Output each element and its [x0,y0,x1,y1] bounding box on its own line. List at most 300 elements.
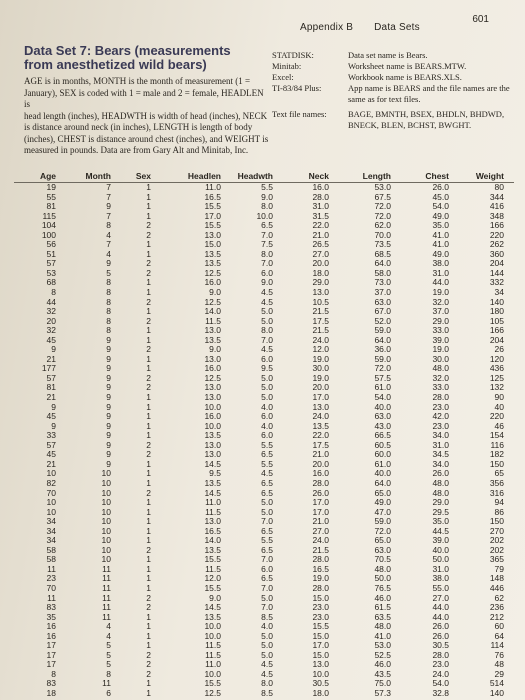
table-cell-headlen: 10.0 [204,668,221,679]
table-cell-age: 16 [46,630,56,641]
table-cell-sex: 2 [146,296,151,307]
table-cell-chest: 48.0 [432,487,449,498]
table-cell-headlen: 13.0 [204,325,221,336]
table-cell-headlen: 15.5 [204,582,221,593]
table-cell-age: 18 [46,687,56,698]
software-text: Data set name is Bears. [348,50,428,60]
table-cell-weight: 202 [489,544,504,555]
table-cell-length: 60.0 [374,449,391,460]
table-cell-length: 64.0 [374,258,391,269]
table-cell-age: 9 [51,420,56,431]
table-cell-weight: 79 [494,563,504,574]
table-cell-headlen: 13.5 [204,248,221,259]
table-cell-length: 72.0 [374,363,391,374]
table-cell-chest: 26.0 [432,621,449,632]
table-cell-headwth: 5.0 [261,592,273,603]
table-cell-month: 5 [106,640,111,651]
table-cell-sex: 1 [146,687,151,698]
table-cell-sex: 1 [146,573,151,584]
table-cell-sex: 1 [146,640,151,651]
table-cell-chest: 44.0 [432,602,449,613]
table-cell-neck: 22.0 [312,430,329,441]
table-cell-headwth: 6.5 [261,477,273,488]
table-cell-age: 10 [46,468,56,479]
table-cell-neck: 21.5 [312,544,329,555]
table-cell-chest: 35.0 [432,220,449,231]
software-name: Minitab: [272,61,302,71]
table-cell-weight: 148 [489,573,504,584]
table-cell-headlen: 16.5 [204,191,221,202]
table-cell-headlen: 14.0 [204,535,221,546]
table-cell-sex: 1 [146,239,151,250]
table-cell-length: 36.0 [374,344,391,355]
table-cell-headlen: 13.0 [204,229,221,240]
table-cell-headwth: 6.5 [261,220,273,231]
table-cell-headwth: 6.0 [261,353,273,364]
table-cell-neck: 28.0 [312,554,329,565]
table-cell-headwth: 7.0 [261,516,273,527]
table-cell-chest: 44.5 [432,525,449,536]
table-cell-age: 8 [51,287,56,298]
table-cell-age: 17 [46,649,56,660]
table-cell-month: 9 [106,401,111,412]
table-cell-chest: 37.0 [432,306,449,317]
table-cell-weight: 76 [494,649,504,660]
table-cell-neck: 24.0 [312,411,329,422]
table-cell-headlen: 14.5 [204,487,221,498]
table-cell-age: 57 [46,258,56,269]
table-cell-weight: 514 [489,678,504,689]
table-cell-chest: 38.0 [432,258,449,269]
table-cell-sex: 2 [146,315,151,326]
table-cell-sex: 2 [146,229,151,240]
table-cell-neck: 21.5 [312,306,329,317]
table-cell-sex: 1 [146,582,151,593]
table-cell-age: 16 [46,621,56,632]
table-cell-sex: 2 [146,592,151,603]
table-cell-age: 57 [46,372,56,383]
column-header-length: Length [362,171,391,181]
table-cell-age: 57 [46,439,56,450]
table-cell-headlen: 13.5 [204,477,221,488]
table-cell-length: 57.3 [374,687,391,698]
table-cell-headwth: 5.5 [261,535,273,546]
table-cell-neck: 15.0 [312,649,329,660]
table-cell-headwth: 6.5 [261,487,273,498]
table-cell-sex: 1 [146,325,151,336]
table-cell-chest: 30.5 [432,640,449,651]
table-cell-length: 61.0 [374,458,391,469]
table-cell-headwth: 4.5 [261,668,273,679]
table-cell-sex: 1 [146,201,151,212]
table-cell-age: 45 [46,334,56,345]
table-cell-chest: 26.0 [432,630,449,641]
table-cell-headlen: 17.0 [204,210,221,221]
table-cell-headwth: 5.0 [261,392,273,403]
table-cell-length: 48.0 [374,621,391,632]
table-cell-headlen: 11.0 [205,182,221,192]
table-cell-headwth: 4.5 [261,468,273,479]
table-cell-month: 5 [106,649,111,660]
table-cell-chest: 28.0 [432,649,449,660]
table-cell-length: 40.0 [374,401,391,412]
table-cell-month: 10 [101,525,111,536]
table-cell-weight: 332 [489,277,504,288]
table-cell-sex: 1 [146,497,151,508]
table-cell-sex: 1 [146,477,151,488]
table-cell-headlen: 10.0 [204,621,221,632]
software-text: BAGE, BMNTH, BSEX, BHDLN, BHDWD, [348,109,505,119]
table-cell-weight: 150 [489,516,504,527]
column-header-age: Age [39,171,56,181]
table-cell-headwth: 4.5 [261,287,273,298]
table-cell-weight: 166 [489,220,504,231]
table-cell-age: 32 [46,325,56,336]
table-cell-chest: 42.0 [432,411,449,422]
table-cell-weight: 356 [489,477,504,488]
table-cell-weight: 166 [489,325,504,336]
table-cell-headwth: 6.5 [261,525,273,536]
table-cell-weight: 144 [489,267,504,278]
table-cell-age: 68 [46,277,56,288]
table-cell-neck: 12.0 [312,344,329,355]
table-cell-length: 53.0 [374,182,391,192]
table-cell-sex: 2 [146,267,151,278]
table-cell-weight: 29 [494,668,504,679]
table-cell-length: 46.0 [374,592,391,603]
table-cell-headlen: 13.0 [204,516,221,527]
table-cell-month: 9 [106,344,111,355]
table-cell-neck: 10.0 [312,668,329,679]
table-cell-length: 43.5 [374,668,391,679]
table-cell-headlen: 14.5 [204,458,221,469]
table-cell-headwth: 8.5 [261,687,273,698]
table-cell-chest: 26.0 [432,468,449,479]
table-cell-neck: 13.0 [312,287,329,298]
table-cell-chest: 50.0 [432,554,449,565]
table-cell-length: 70.5 [374,554,391,565]
table-cell-headlen: 10.0 [204,630,221,641]
software-text: App name is BEARS and the file names are the [348,83,510,93]
table-cell-chest: 44.0 [432,611,449,622]
table-cell-neck: 20.0 [312,258,329,269]
table-cell-sex: 2 [146,649,151,660]
table-cell-chest: 39.0 [432,535,449,546]
table-cell-sex: 2 [146,344,151,355]
table-cell-chest: 48.0 [432,363,449,374]
table-cell-weight: 90 [494,392,504,403]
table-cell-weight: 80 [494,182,504,192]
table-cell-chest: 30.0 [432,353,449,364]
table-cell-weight: 120 [489,353,504,364]
table-cell-sex: 1 [146,535,151,546]
table-cell-headlen: 11.5 [205,563,221,574]
table-cell-sex: 2 [146,439,151,450]
table-cell-headwth: 4.5 [261,344,273,355]
table-cell-headlen: 13.0 [204,382,221,393]
table-cell-month: 4 [106,630,111,641]
table-cell-weight: 180 [489,306,504,317]
bears-data-table [14,171,514,699]
table-cell-age: 9 [51,401,56,412]
table-cell-headlen: 13.0 [204,439,221,450]
table-cell-month: 8 [106,325,111,336]
table-cell-headwth: 5.0 [261,630,273,641]
table-cell-chest: 19.0 [432,287,449,298]
table-cell-month: 10 [101,535,111,546]
table-cell-sex: 1 [146,353,151,364]
table-cell-headwth: 6.0 [261,563,273,574]
software-text: Worksheet name is BEARS.MTW. [348,61,467,71]
table-cell-length: 64.0 [374,334,391,345]
table-cell-headlen: 16.0 [204,411,221,422]
table-cell-headlen: 12.0 [204,573,221,584]
table-cell-age: 56 [46,239,56,250]
table-cell-headlen: 11.5 [205,649,221,660]
table-cell-neck: 21.0 [312,229,329,240]
table-cell-weight: 416 [489,201,504,212]
table-cell-headwth: 5.0 [261,315,273,326]
table-cell-month: 11 [102,563,111,574]
software-text: Workbook name is BEARS.XLS. [348,72,462,82]
table-cell-month: 9 [106,258,111,269]
table-cell-chest: 32.0 [432,372,449,383]
table-cell-neck: 27.0 [312,248,329,259]
table-cell-headwth: 5.0 [261,506,273,517]
table-cell-headwth: 5.0 [261,382,273,393]
table-cell-headlen: 15.5 [204,220,221,231]
table-cell-month: 10 [101,497,111,508]
table-cell-headlen: 16.0 [204,363,221,374]
table-cell-chest: 23.0 [432,659,449,670]
table-cell-sex: 1 [146,287,151,298]
table-cell-month: 10 [101,468,111,479]
table-cell-sex: 2 [146,602,151,613]
table-cell-weight: 262 [489,239,504,250]
column-header-sex: Sex [135,171,151,181]
table-cell-headwth: 6.0 [261,411,273,422]
table-cell-chest: 41.0 [432,239,449,250]
table-cell-chest: 32.8 [432,687,449,698]
table-cell-weight: 270 [489,525,504,536]
column-header-headlen: Headlen [187,171,221,181]
table-cell-month: 9 [106,458,111,469]
table-cell-age: 81 [46,201,56,212]
table-cell-length: 54.0 [374,392,391,403]
table-cell-neck: 17.0 [312,497,329,508]
table-cell-sex: 1 [146,277,151,288]
table-cell-sex: 1 [146,182,151,192]
table-cell-length: 68.5 [374,248,391,259]
table-cell-age: 9 [51,344,56,355]
software-text: BNECK, BLEN, BCHST, BWGHT. [348,120,472,130]
description-line: January), SEX is coded with 1 = male and 2 = female, HEADLEN is [24,87,264,109]
table-cell-length: 72.0 [374,210,391,221]
table-cell-headlen: 10.0 [204,401,221,412]
software-name: STATDISK: [272,50,314,60]
table-cell-headwth: 7.0 [261,602,273,613]
table-cell-month: 9 [106,392,111,403]
table-cell-headwth: 8.0 [261,678,273,689]
table-cell-age: 10 [46,506,56,517]
table-cell-neck: 10.5 [312,296,329,307]
table-cell-weight: 40 [494,401,504,412]
table-cell-length: 73.0 [374,277,391,288]
section-label: Data Sets [374,22,420,33]
table-cell-headlen: 9.0 [209,592,221,603]
table-cell-month: 5 [106,267,111,278]
table-cell-age: 11 [47,563,56,574]
table-cell-weight: 140 [489,687,504,698]
table-cell-age: 17 [46,659,56,670]
table-cell-length: 47.0 [374,506,391,517]
table-cell-headwth: 7.5 [261,239,273,250]
table-cell-neck: 28.0 [312,477,329,488]
table-cell-weight: 114 [490,640,504,651]
table-cell-age: 21 [46,392,56,403]
table-cell-length: 72.0 [374,201,391,212]
table-cell-chest: 26.0 [432,182,449,192]
software-file-names [272,50,522,131]
table-cell-length: 53.0 [374,640,391,651]
table-cell-headlen: 9.5 [209,468,221,479]
table-cell-neck: 13.5 [312,420,329,431]
table-cell-sex: 2 [146,372,151,383]
table-cell-length: 64.0 [374,477,391,488]
table-cell-weight: 154 [489,430,504,441]
table-cell-month: 11 [102,611,111,622]
table-cell-sex: 1 [146,411,151,422]
table-cell-sex: 2 [146,487,151,498]
description-line: is distance around neck (in inches), LENGTH is length of body [24,122,253,132]
table-cell-length: 67.5 [374,191,391,202]
software-name: TI-83/84 Plus: [272,83,322,93]
table-cell-weight: 105 [489,315,504,326]
table-cell-length: 63.0 [374,544,391,555]
table-cell-neck: 24.0 [312,535,329,546]
table-cell-chest: 55.0 [432,582,449,593]
table-cell-weight: 316 [489,487,504,498]
table-cell-chest: 31.0 [432,267,449,278]
table-cell-sex: 1 [146,630,151,641]
table-cell-neck: 13.0 [312,401,329,412]
table-cell-length: 60.5 [374,439,391,450]
table-cell-month: 8 [106,220,111,231]
table-cell-month: 9 [106,411,111,422]
table-cell-weight: 64 [494,630,504,641]
table-cell-headwth: 6.5 [261,544,273,555]
table-cell-length: 65.0 [374,487,391,498]
table-cell-age: 70 [46,487,56,498]
table-cell-age: 58 [46,554,56,565]
table-cell-month: 7 [106,210,111,221]
table-cell-age: 177 [41,363,56,374]
table-cell-headlen: 12.5 [204,687,221,698]
table-cell-length: 76.5 [374,582,391,593]
table-cell-month: 9 [106,372,111,383]
table-cell-sex: 1 [146,363,151,374]
table-cell-weight: 62 [494,592,504,603]
table-cell-weight: 26 [494,344,504,355]
table-cell-chest: 31.0 [432,563,449,574]
table-cell-headlen: 11.5 [205,506,221,517]
table-cell-length: 57.5 [374,372,391,383]
table-cell-headwth: 5.5 [261,182,273,192]
table-cell-month: 8 [106,315,111,326]
table-cell-sex: 1 [146,334,151,345]
software-name [272,94,348,105]
table-cell-month: 4 [106,229,111,240]
table-cell-neck: 19.0 [312,573,329,584]
table-cell-length: 59.0 [374,353,391,364]
table-cell-chest: 34.0 [432,458,449,469]
table-cell-age: 11 [47,592,56,603]
table-cell-sex: 1 [146,191,151,202]
table-cell-age: 32 [46,306,56,317]
table-cell-age: 83 [46,602,56,613]
table-cell-headwth: 4.5 [261,659,273,670]
table-cell-month: 7 [106,182,111,192]
table-cell-headwth: 7.0 [261,554,273,565]
table-cell-age: 70 [46,582,56,593]
table-cell-length: 49.0 [374,497,391,508]
table-cell-month: 9 [106,439,111,450]
table-cell-age: 10 [46,497,56,508]
table-cell-month: 9 [106,449,111,460]
table-cell-headwth: 8.0 [261,325,273,336]
table-cell-headwth: 8.0 [261,201,273,212]
table-cell-neck: 18.0 [312,687,329,698]
table-cell-length: 58.0 [374,267,391,278]
table-cell-month: 10 [101,544,111,555]
software-row [272,94,522,105]
column-header-month: Month [85,171,111,181]
table-cell-headwth: 6.0 [261,430,273,441]
table-cell-weight: 220 [489,411,504,422]
table-cell-weight: 344 [489,191,504,202]
table-cell-length: 43.0 [374,420,391,431]
table-cell-length: 62.0 [374,220,391,231]
table-cell-chest: 32.0 [432,296,449,307]
table-cell-age: 83 [46,678,56,689]
table-cell-length: 46.0 [374,659,391,670]
table-cell-neck: 15.5 [312,621,329,632]
table-cell-neck: 24.0 [312,334,329,345]
table-cell-sex: 2 [146,668,151,679]
table-cell-headlen: 13.5 [204,611,221,622]
table-cell-neck: 23.0 [312,611,329,622]
page-number: 601 [472,14,489,25]
table-cell-weight: 212 [489,611,504,622]
table-cell-length: 72.0 [374,525,391,536]
table-cell-month: 10 [101,506,111,517]
table-cell-neck: 16.0 [312,468,329,479]
table-cell-sex: 1 [146,468,151,479]
column-header-headwth: Headwth [237,171,273,181]
table-cell-age: 8 [51,668,56,679]
table-cell-headlen: 11.0 [205,659,221,670]
table-cell-neck: 28.0 [312,191,329,202]
table-cell-headwth: 8.5 [261,611,273,622]
table-cell-length: 52.5 [374,649,391,660]
table-cell-month: 10 [101,477,111,488]
table-cell-length: 41.0 [374,630,391,641]
table-cell-neck: 18.0 [312,267,329,278]
table-cell-chest: 29.0 [432,497,449,508]
table-cell-headlen: 13.0 [204,353,221,364]
table-cell-age: 53 [46,267,56,278]
table-cell-weight: 60 [494,621,504,632]
